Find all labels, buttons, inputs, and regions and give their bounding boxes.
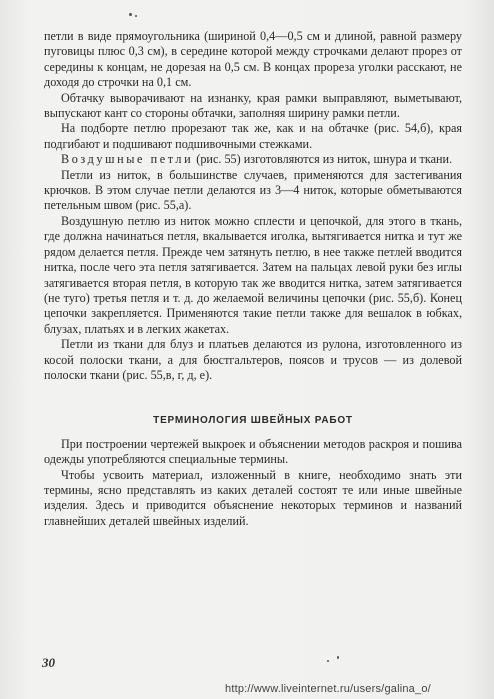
paragraph: Обтачку выворачивают на изнанку, края рамки выправляют, выметывают, выпускают кант со стороны обтачки, заполняя ширину рамки петли. xyxy=(44,90,462,121)
ink-speck xyxy=(337,656,339,659)
paragraph-text: (рис. 55) изготовляются из ниток, шнура и ткани. xyxy=(193,152,453,167)
section-heading: ТЕРМИНОЛОГИЯ ШВЕЙНЫХ РАБОТ xyxy=(153,415,353,427)
page-content xyxy=(44,29,462,529)
page-number: 30 xyxy=(42,655,55,670)
ink-speck xyxy=(327,660,329,662)
paragraph: петли в виде прямоугольника (шириной 0,4—0,5 см и длиной, равной размеру пуговицы плюс 0,3 см), в середине которой между строчками делают прорез от середины к концам, не дорезая на 0,5 см. В концах прореза уголки расскают, не доходя до строчки на 0,1 см. xyxy=(44,29,462,90)
paragraph: Чтобы усвоить материал, изложенный в книге, необходимо знать эти термины, ясно представлять из каких деталей состоят те или иные швейные изделия. Здесь и приводится объяснение некоторых терминов и названий главнейших деталей швейных изделий. xyxy=(44,467,462,528)
ink-speck xyxy=(135,15,137,17)
watermark-url: http://www.liveinternet.ru/users/galina_o/ xyxy=(225,683,431,695)
paragraph: При построении чертежей выкроек и объяснении методов раскроя и пошива одежды употребляются специальные термины. xyxy=(44,436,462,467)
paragraph: Петли из ткани для блуз и платьев делаются из рулона, изготовленного из косой полоски ткани, а для бюстгальтеров, поясов и трусов — из долевой полоски ткани (рис. 55,в, г, д, е). xyxy=(44,337,462,382)
paragraph: Петли из ниток, в большинстве случаев, применяются для застегивания крючков. В этом случае петли делаются из 3—4 ниток, которые обметываются петельным швом (рис. 55,а). xyxy=(44,167,462,213)
paragraph-air-loops xyxy=(44,152,462,167)
paragraph: На подборте петлю прорезают так же, как и на обтачке (рис. 54,б), края подгибают и подшивают подшивочными стежками. xyxy=(44,121,462,151)
ink-speck xyxy=(129,13,132,16)
spaced-term: Воздушные петли xyxy=(61,152,194,167)
paragraph: Воздушную петлю из ниток можно сплести и цепочкой, для этого в ткань, где должна начинаться петля, вкалывается иголка, вытягивается нитка и тут же рядом делается петля. Прежде чем затянуть петлю, в нее также петлей вводится нитка, после чего эта петля затягивается. Затем на пальцах левой руки без иглы затягивается вторая петля, в которую так же вводится нитка, затем затягивается (не туго) третья петля и т. д. до желаемой величины цепочки (рис. 55,б). Конец цепочки закрепляется. Применяются такие петли также для вешалок в юбках, блузах, платьях и в легких жакетах. xyxy=(44,213,462,336)
